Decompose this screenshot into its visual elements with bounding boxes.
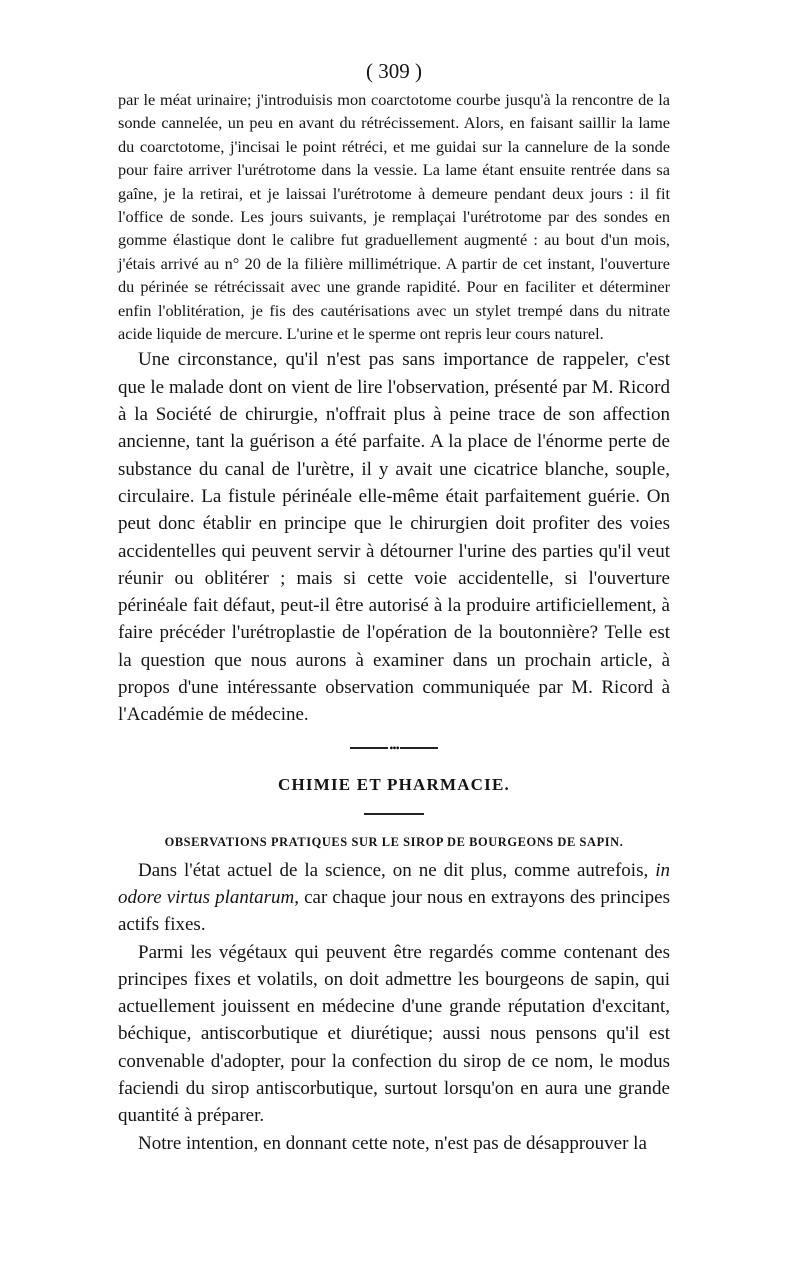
commentary-block xyxy=(118,346,670,728)
article-body xyxy=(118,857,670,1157)
case-report-paragraph xyxy=(118,88,670,345)
article-paragraph-2: Parmi les végétaux qui peuvent être regardés comme contenant des principes fixes et volatils, on doit admettre les bourgeons de sapin, qui actuellement jouissent en médecine d'une grande réputation d'excitant, béchique, antiscorbutique et diurétique; aussi nous pensons qu'il est convenable d'adopter, pour la confection du sirop de ce nom, le modus faciendi du sirop antiscorbutique, surtout lorsqu'on en aura une grande quantité à préparer. xyxy=(118,941,670,1127)
article-p1-end: , car chaque jour nous en extrayons des principes actifs fixes. xyxy=(118,886,671,936)
commentary-paragraph: Une circonstance, qu'il n'est pas sans importance de rappeler, c'est que le malade dont on vient de lire l'observation, présenté par M. Ricord à la Société de chirurgie, n'offrait plus à peine trace de son affection ancienne, tant la guérison a été parfaite. A la place de l'énorme perte de substance du canal de l'urètre, il y avait une cicatrice blanche, souple, circulaire. La fistule périnéale elle-même était parfaitement guérie. On peut donc établir en principe que le chirurgien doit profiter des voies accidentelles qui peuvent servir à détourner l'urine des parties qu'il veut réunir ou oblitérer ; mais si cette voie accidentelle, si l'ouverture périnéale fait défaut, peut-il être autorisé à la produire artificiellement, à faire précéder l'urétroplastie de l'opération de la boutonnière? Telle est la question que nous aurons à examiner dans un prochain article, à propos d'une intéressante observation communiquée par M. Ricord à l'Académie de médecine. xyxy=(118,349,670,726)
title-rule xyxy=(364,813,424,815)
article-paragraph-1 xyxy=(118,857,670,939)
article-paragraph-3: Notre intention, en donnant cette note, n'est pas de désapprouver la xyxy=(138,1132,647,1154)
article-title: OBSERVATIONS PRATIQUES SUR LE SIROP DE BOURGEONS DE SAPIN. xyxy=(164,834,624,849)
section-divider-ornament xyxy=(118,740,670,755)
latin-phrase: in odore virtus plantarum xyxy=(118,859,670,908)
page-number: ( 309 ) xyxy=(366,59,422,83)
section-title: CHIMIE ET PHARMACIE. xyxy=(278,774,510,794)
ornament-line-left xyxy=(350,747,388,749)
page xyxy=(118,56,670,1157)
small-text-paragraph: par le méat urinaire; j'introduisis mon coarctotome courbe jusqu'à la rencontre de la sonde cannelée, un peu en avant du rétrécissement. Alors, en faisant saillir la lame du coarctotome, j'incisai le point rétréci, et me guidai sur la cannelure de la sonde pour faire arriver l'urétrotome dans la vessie. La lame étant ensuite rentrée dans sa gaîne, je la retirai, et je laissai l'urétrotome à demeure pendant deux jours : il fit l'office de sonde. Les jours suivants, je remplaçai l'urétrotome par des sondes en gomme élastique dont le calibre fut graduellement augmenté : au bout d'un mois, j'étais arrivé au n° 20 de la filière millimétrique. A partir de cet instant, l'ouverture du périnée se rétrécissait avec une grande rapidité. Pour en faciliter et déterminer enfin l'oblitération, je fis des cautérisations avec un stylet trempé dans du nitrate acide liquide de mercure. L'urine et le sperme ont repris leur cours naturel. xyxy=(118,90,670,344)
ornament-dots: ••• xyxy=(389,740,399,755)
ornament-line-right xyxy=(400,747,438,749)
article-p1-start: Dans l'état actuel de la science, on ne dit plus, comme autrefois, xyxy=(138,859,656,881)
